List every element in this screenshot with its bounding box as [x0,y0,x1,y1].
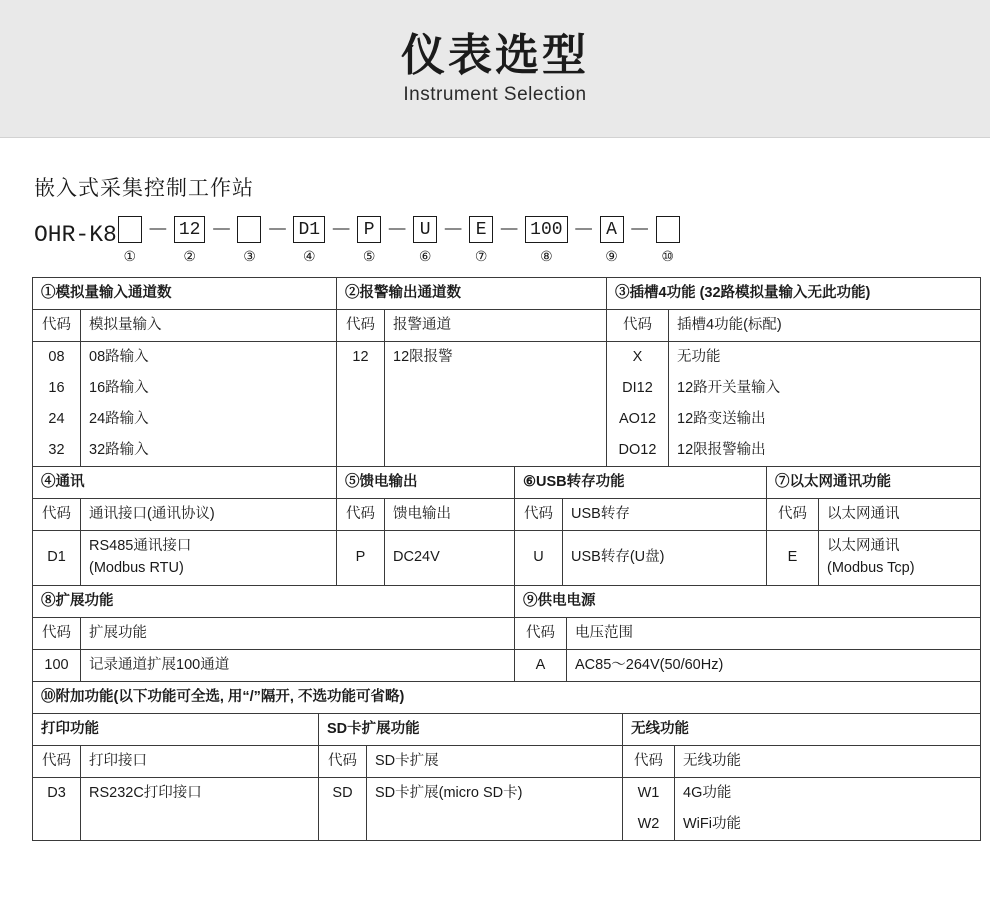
content-area [0,172,990,841]
model-slot-3[interactable] [237,216,261,265]
slot-number-2: ② [183,248,196,264]
spec-table-block-2 [32,466,981,586]
slot-value-7[interactable]: E [469,216,493,243]
slot-value-10[interactable] [656,216,680,243]
code-ao12: AO12 [607,404,669,435]
col-code-print: 代码 [33,745,81,777]
table-row [33,649,981,681]
col-name-3: 插槽4功能(标配) [669,310,981,342]
code-08: 08 [33,342,81,374]
model-slot-5[interactable] [357,216,381,265]
table-row [33,617,981,649]
slot-value-4[interactable]: D1 [293,216,325,243]
code-12-alarm: 12 [337,342,385,467]
code-u: U [515,531,563,586]
separator-4: － [330,219,353,244]
model-slot-2[interactable] [174,216,206,265]
desc-16: 16路输入 [81,373,337,404]
table-row [33,467,981,499]
col-code-9: 代码 [515,617,567,649]
table-row [33,499,981,531]
col-name-print: 打印接口 [81,745,319,777]
desc-w2: WiFi功能 [675,809,981,841]
col-name-7: 以太网通讯 [819,499,981,531]
col-name-1: 模拟量输入 [81,310,337,342]
code-32: 32 [33,435,81,467]
table-row [33,310,981,342]
slot-value-3[interactable] [237,216,261,243]
desc-u: USB转存(U盘) [563,531,767,586]
col-name-8: 扩展功能 [81,617,515,649]
table-row [33,681,981,713]
col-code-1: 代码 [33,310,81,342]
desc-d3: RS232C打印接口 [81,777,319,840]
section-title: 嵌入式采集控制工作站 [34,177,254,200]
desc-ao12: 12路变送输出 [669,404,981,435]
desc-di12: 12路开关量输入 [669,373,981,404]
slot-value-5[interactable]: P [357,216,381,243]
header-analog-input-channels: ①模拟量输入通道数 [33,278,337,310]
header-additional-functions: ⑩附加功能(以下功能可全选, 用“/”隔开, 不选功能可省略) [33,681,981,713]
table-row [33,278,981,310]
col-name-5: 馈电输出 [385,499,515,531]
model-slots [117,216,681,265]
slot-value-1[interactable] [118,216,142,243]
desc-d1-line1: RS485通讯接口 [89,538,192,555]
col-name-9: 电压范围 [567,617,981,649]
code-sd: SD [319,777,367,840]
slot-value-6[interactable]: U [413,216,437,243]
separator-5: － [386,219,409,244]
subheader-wireless: 无线功能 [623,713,981,745]
col-name-sd: SD卡扩展 [367,745,623,777]
separator-3: － [266,219,289,244]
slot-number-1: ① [123,248,137,264]
slot-number-3: ③ [243,248,256,264]
code-d3: D3 [33,777,81,840]
separator-7: － [498,219,521,244]
slot-number-4: ④ [303,248,316,264]
page-title: 仪表选型 [401,31,589,81]
desc-do12: 12限报警输出 [669,435,981,467]
subheader-sd-expansion: SD卡扩展功能 [319,713,623,745]
table-row [33,585,981,617]
model-slot-6[interactable] [413,216,437,265]
col-code-5: 代码 [337,499,385,531]
separator-6: － [442,219,465,244]
subheader-print-function: 打印功能 [33,713,319,745]
code-d1: D1 [33,531,81,586]
col-code-sd: 代码 [319,745,367,777]
code-di12: DI12 [607,373,669,404]
page-banner [0,0,990,138]
desc-x: 无功能 [669,342,981,374]
col-name-4: 通讯接口(通讯协议) [81,499,337,531]
desc-e-line2: (Modbus Tcp) [827,559,915,576]
header-slot4-function: ③插槽4功能 (32路模拟量输入无此功能) [607,278,981,310]
col-code-6: 代码 [515,499,563,531]
model-slot-9[interactable] [600,216,624,265]
header-usb-transfer: ⑥USB转存功能 [515,467,767,499]
code-x: X [607,342,669,374]
code-16: 16 [33,373,81,404]
slot-number-6: ⑥ [418,248,432,264]
desc-e [819,531,981,586]
col-code-2: 代码 [337,310,385,342]
separator-2: － [210,219,233,244]
model-slot-1[interactable] [118,216,142,265]
model-prefix: OHR-K8 [34,222,117,248]
desc-sd: SD卡扩展(micro SD卡) [367,777,623,840]
slot-number-5: ⑤ [362,248,376,264]
header-expansion-function: ⑧扩展功能 [33,585,515,617]
col-name-wireless: 无线功能 [675,745,981,777]
separator-9: － [628,219,651,244]
header-feed-output: ⑤馈电输出 [337,467,515,499]
slot-number-9: ⑨ [605,248,618,264]
desc-d1 [81,531,337,586]
model-slot-8[interactable] [525,216,567,265]
table-row [33,777,981,809]
header-ethernet: ⑦以太网通讯功能 [767,467,981,499]
header-power-supply: ⑨供电电源 [515,585,981,617]
slot-number-8: ⑧ [540,248,553,264]
code-w2: W2 [623,809,675,841]
desc-w1: 4G功能 [675,777,981,809]
desc-08: 08路输入 [81,342,337,374]
model-slot-10[interactable] [656,216,680,265]
col-code-8: 代码 [33,617,81,649]
header-alarm-output-channels: ②报警输出通道数 [337,278,607,310]
slot-number-7: ⑦ [474,248,488,264]
col-code-wireless: 代码 [623,745,675,777]
slot-value-9[interactable]: A [600,216,624,243]
desc-p: DC24V [385,531,515,586]
desc-a: AC85～264V(50/60Hz) [567,649,981,681]
spec-table-block-1 [32,277,981,467]
desc-e-line1: 以太网通讯 [827,538,900,555]
slot-value-2[interactable]: 12 [174,216,206,243]
code-a: A [515,649,567,681]
separator-8: － [572,219,595,244]
col-code-4: 代码 [33,499,81,531]
col-code-7: 代码 [767,499,819,531]
desc-100: 记录通道扩展100通道 [81,649,515,681]
code-p: P [337,531,385,586]
spec-table-block-4 [32,681,981,841]
desc-32: 32路输入 [81,435,337,467]
desc-d1-line2: (Modbus RTU) [89,559,184,576]
header-communication: ④通讯 [33,467,337,499]
code-do12: DO12 [607,435,669,467]
spec-table-block-3 [32,585,981,682]
separator-1: － [146,219,169,244]
code-100: 100 [33,649,81,681]
col-name-2: 报警通道 [385,310,607,342]
col-name-6: USB转存 [563,499,767,531]
desc-12-alarm: 12限报警 [385,342,607,467]
col-code-3: 代码 [607,310,669,342]
desc-24: 24路输入 [81,404,337,435]
table-row [33,713,981,745]
table-row [33,745,981,777]
code-w1: W1 [623,777,675,809]
model-slot-4[interactable] [293,216,325,265]
code-e: E [767,531,819,586]
model-slot-7[interactable] [469,216,493,265]
slot-value-8[interactable]: 100 [525,216,567,243]
table-row [33,531,981,586]
page-subtitle: Instrument Selection [403,83,587,105]
code-24: 24 [33,404,81,435]
table-row [33,342,981,374]
slot-number-10: ⑩ [661,248,674,264]
model-code-row [34,216,976,265]
